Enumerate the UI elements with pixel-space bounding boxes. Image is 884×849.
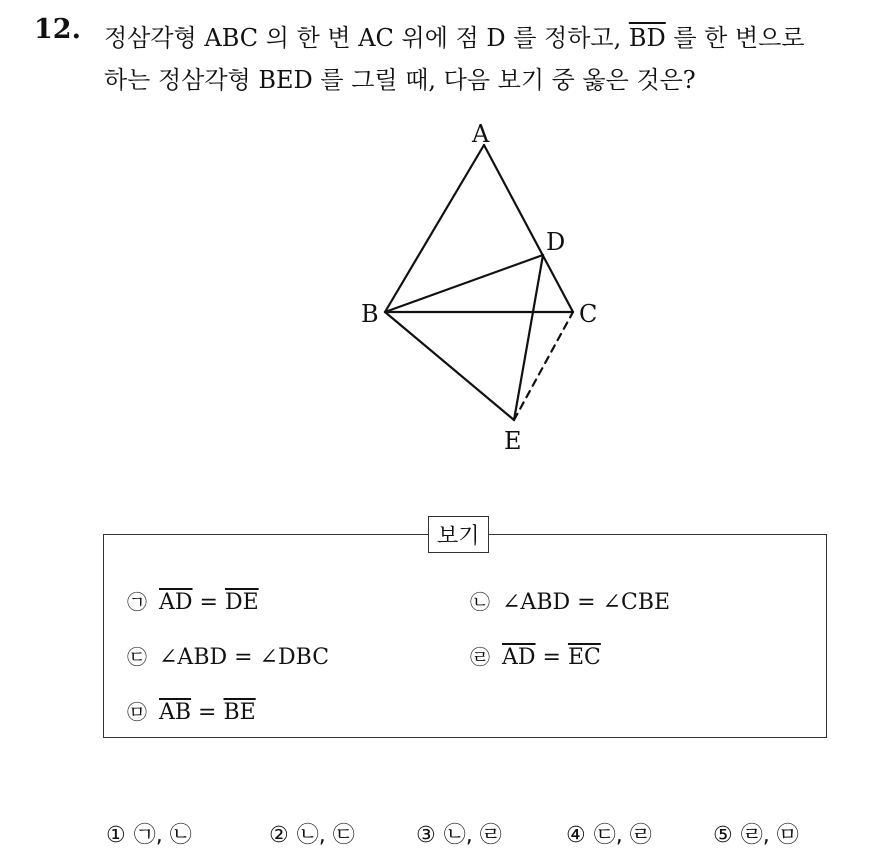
choice-5[interactable] — [713, 818, 799, 849]
choice-1[interactable] — [106, 818, 192, 849]
bogi-item-2-mark: ㉡ — [470, 590, 490, 614]
choice-4[interactable] — [566, 818, 652, 849]
bogi-item-4-expr-3: $\overline{EC}$ — [567, 645, 601, 670]
bogi-item-5-mark: ㉤ — [127, 700, 147, 724]
bogi-item-1-mark: ㉠ — [127, 590, 147, 614]
bogi-item-5-expr-1: $\overline{AB}$ — [159, 700, 192, 725]
bogi-item-3-expr-1: ∠ABD = ∠DBC — [159, 645, 330, 670]
label-e: E — [504, 427, 522, 455]
question-line-2: 하는 정삼각형 BED 를 그릴 때, 다음 보기 중 옳은 것은? — [104, 66, 696, 94]
label-b: B — [361, 300, 379, 328]
bogi-item-1-expr-2: = — [192, 590, 225, 615]
choice-5-number: ⑤ — [713, 823, 733, 848]
choice-1-number: ① — [106, 823, 126, 848]
bogi-item-4-expr-1: $\overline{AD}$ — [502, 645, 536, 670]
bogi-item-2-expr-1: ∠ABD = ∠CBE — [502, 590, 671, 615]
choice-3-options: ㉡, ㉣ — [443, 823, 502, 848]
bogi-item-3-mark: ㉢ — [127, 645, 147, 669]
bogi-item-2 — [470, 586, 670, 615]
label-c: C — [579, 300, 598, 328]
bogi-item-1 — [127, 586, 259, 615]
choice-5-options: ㉣, ㉤ — [740, 823, 799, 848]
bogi-item-3 — [127, 641, 329, 670]
choice-4-number: ④ — [566, 823, 586, 848]
bogi-item-1-expr-1: $\overline{AD}$ — [159, 590, 193, 615]
bogi-title: 보기 — [428, 516, 489, 553]
question-text-part-2: 를 한 변으로 — [665, 24, 805, 52]
bogi-item-5 — [127, 696, 256, 725]
bogi-item-1-expr-3: $\overline{DE}$ — [224, 590, 259, 615]
label-d: D — [546, 228, 566, 256]
bogi-item-4-expr-2: = — [535, 645, 568, 670]
segment-ab — [385, 145, 484, 312]
question-number: 12. — [34, 14, 81, 45]
segment-bd-line — [385, 255, 543, 312]
choice-2-number: ② — [269, 823, 289, 848]
choice-3[interactable] — [416, 818, 502, 849]
choice-2[interactable] — [269, 818, 355, 849]
bogi-item-5-expr-2: = — [191, 700, 224, 725]
segment-be — [385, 312, 514, 420]
bogi-item-5-expr-3: $\overline{BE}$ — [223, 700, 256, 725]
label-a: A — [472, 120, 490, 148]
choice-2-options: ㉡, ㉢ — [296, 823, 355, 848]
bogi-item-4-mark: ㉣ — [470, 645, 490, 669]
choice-1-options: ㉠, ㉡ — [133, 823, 192, 848]
question-text-part-1: 정삼각형 ABC 의 한 변 AC 위에 점 D 를 정하고, — [104, 24, 629, 52]
choice-3-number: ③ — [416, 823, 436, 848]
choice-4-options: ㉢, ㉣ — [593, 823, 652, 848]
bogi-item-4 — [470, 641, 601, 670]
segment-bd: $\overline{BD}$ — [628, 24, 666, 52]
